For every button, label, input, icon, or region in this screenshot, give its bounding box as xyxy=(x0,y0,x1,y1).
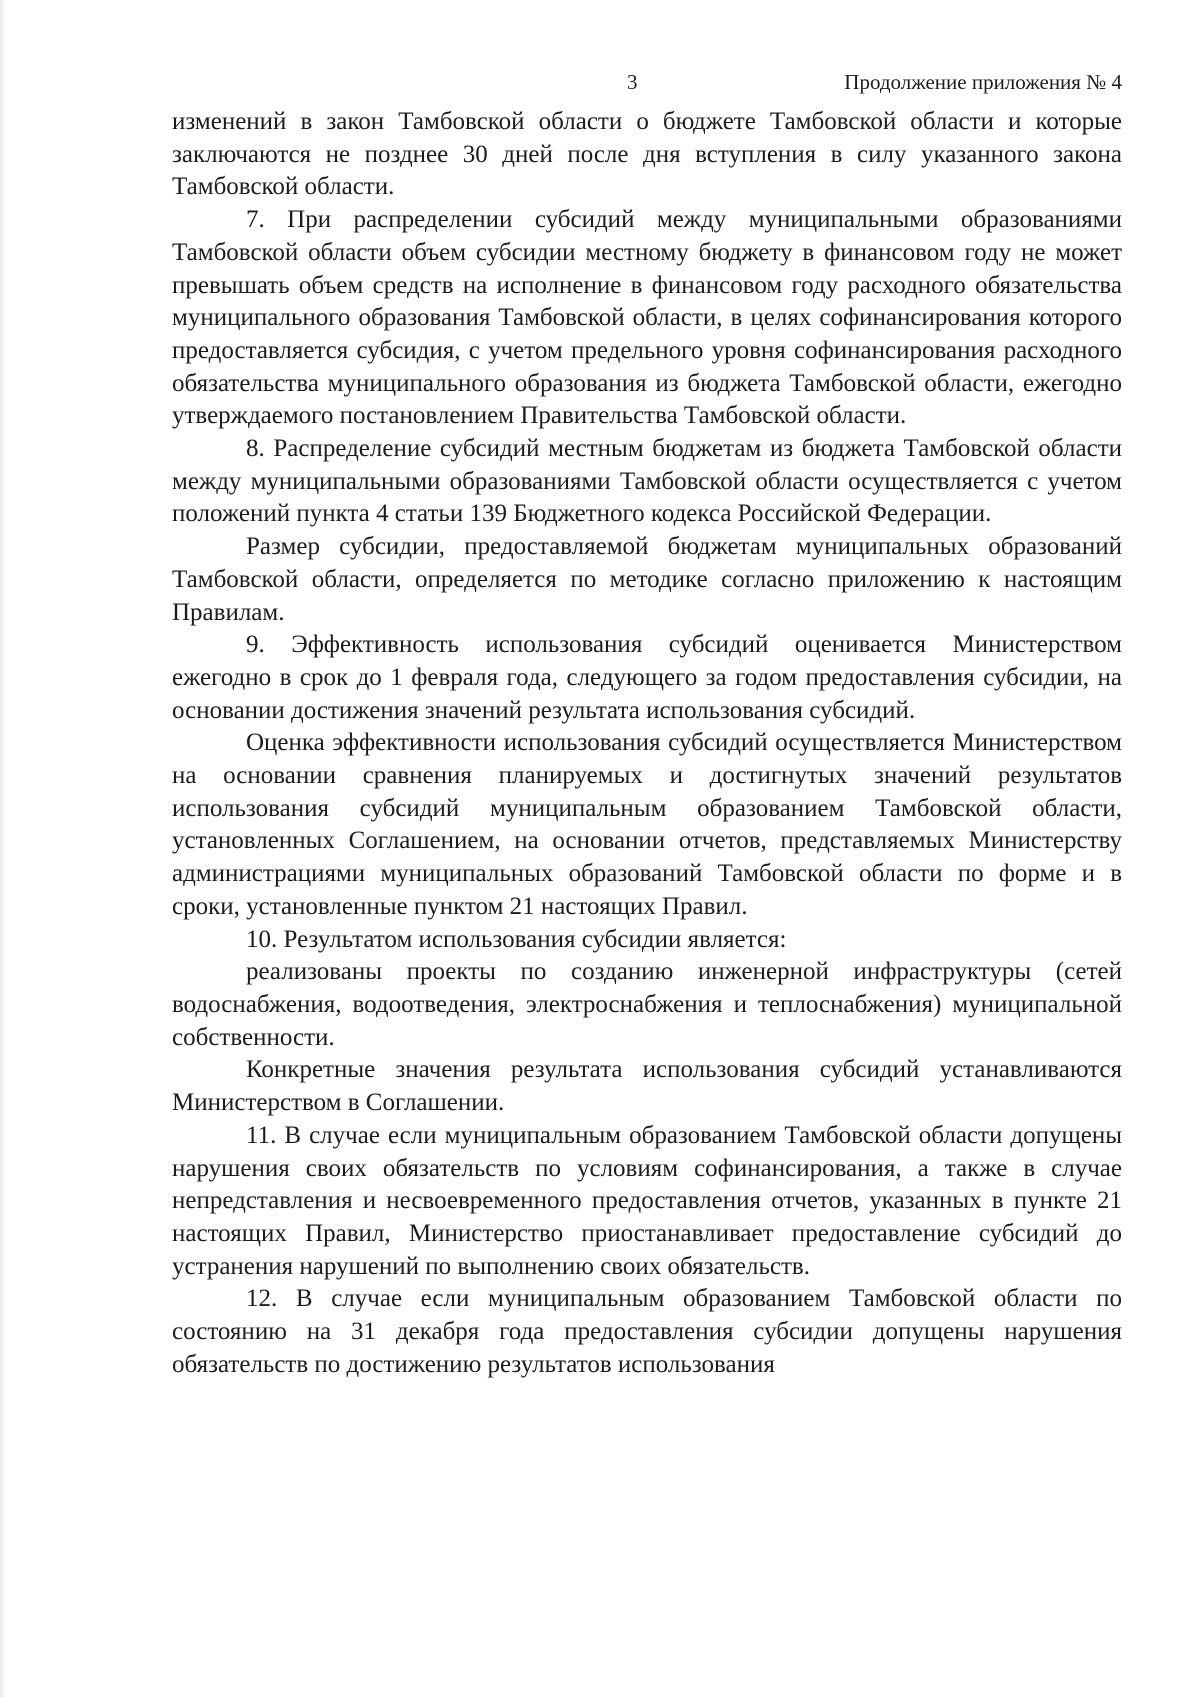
paragraph-efficiency-assessment: Оценка эффективности использования субсидий осуществляется Министерством на основании сравнения планируемых и достигнутых значений результатов использования субсидий муниципальным образованием Тамбовской области, установленных Соглашением, на основании отчетов, представляемых Министерству администрациями муниципальных образований Тамбовской области по форме и в сроки, установленные пунктом 21 настоящих Правил. xyxy=(172,729,1122,920)
paragraph-continuation: изменений в закон Тамбовской области о бюджете Тамбовской области и которые заключаются не позднее 30 дней после дня вступления в силу указанного закона Тамбовской области. xyxy=(172,108,1122,201)
paragraph-subsidy-size: Размер субсидии, предоставляемой бюджетам муниципальных образований Тамбовской области, определяется по методике согласно приложению к настоящим Правилам. xyxy=(172,533,1122,626)
paragraph-item-12: 12. В случае если муниципальным образованием Тамбовской области по состоянию на 31 декабря года предоставления субсидии допущены нарушения обязательств по достижению результатов использования xyxy=(172,1285,1122,1378)
paragraph-item-7: 7. При распределении субсидий между муниципальными образованиями Тамбовской области объем субсидии местному бюджету в финансовом году не может превышать объем средств на исполнение в финансовом году расходного обязательства муниципального образования Тамбовской области, в целях софинансирования которого предоставляется субсидия, с учетом предельного уровня софинансирования расходного обязательства муниципального образования из бюджета Тамбовской области, ежегодно утверждаемого постановлением Правительства Тамбовской области. xyxy=(172,206,1122,430)
paragraph-item-11: 11. В случае если муниципальным образованием Тамбовской области допущены нарушения своих обязательств по условиям софинансирования, а также в случае непредставления и несвоевременного предоставления отчетов, указанных в пункте 21 настоящих Правил, Министерство приостанавливает предоставление субсидий до устранения нарушений по выполнению своих обязательств. xyxy=(172,1121,1122,1280)
paragraph-projects-implemented: реализованы проекты по созданию инженерной инфраструктуры (сетей водоснабжения, водоотведения, электроснабжения и теплоснабжения) муниципальной собственности. xyxy=(172,958,1122,1051)
continuation-label: Продолжение приложения № 4 xyxy=(844,70,1122,94)
scan-edge-shadow xyxy=(0,0,6,1697)
page-header xyxy=(172,70,1122,102)
paragraph-item-10: 10. Результатом использования субсидии является: xyxy=(246,925,787,953)
page-number: 3 xyxy=(627,70,638,94)
paragraph-specific-values: Конкретные значения результата использования субсидий устанавливаются Министерством в Соглашении. xyxy=(172,1056,1122,1117)
document-body xyxy=(172,106,1122,1381)
paragraph-item-9: 9. Эффективность использования субсидий оценивается Министерством ежегодно в срок до 1 февраля года, следующего за годом предоставления субсидии, на основании достижения значений результата использования субсидий. xyxy=(172,631,1122,724)
paragraph-item-8: 8. Распределение субсидий местным бюджетам из бюджета Тамбовской области между муниципальными образованиями Тамбовской области осуществляется с учетом положений пункта 4 статьи 139 Бюджетного кодекса Российской Федерации. xyxy=(172,435,1122,528)
